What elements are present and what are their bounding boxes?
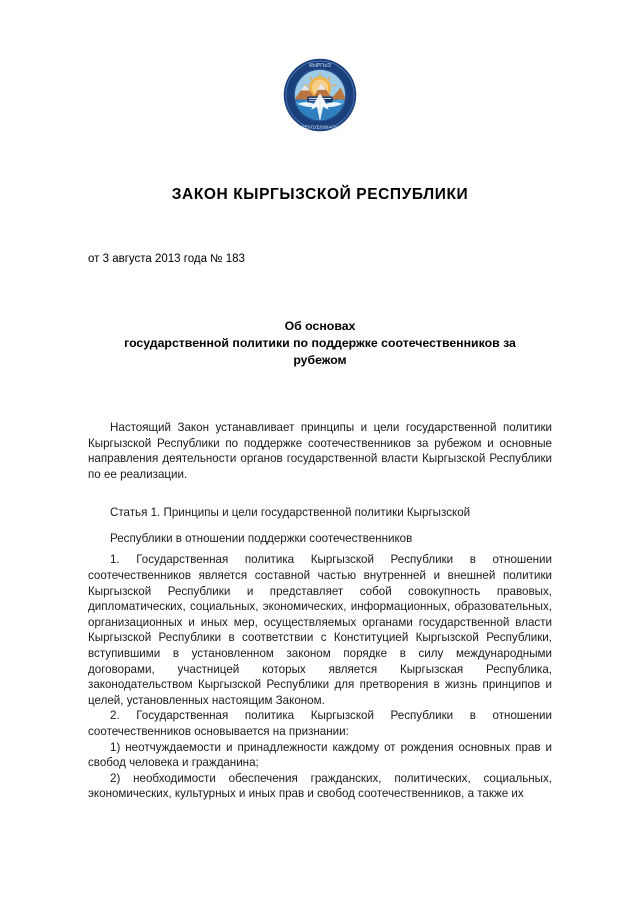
clause-2-paragraph: 2. Государственная политика Кыргызской Республики в отношении соотечественников основывается на признании: bbox=[88, 709, 552, 738]
subtitle-line-1: Об основах bbox=[284, 319, 356, 333]
kyrgyz-republic-state-emblem-icon bbox=[283, 58, 357, 132]
list-item-2: 2) необходимости обеспечения гражданских, политических, социальных, экономических, культурных и иных прав и свобод соотечественников, а также их bbox=[88, 771, 552, 801]
svg-text:РЕСПУБЛИКАСЫ: РЕСПУБЛИКАСЫ bbox=[301, 124, 339, 130]
article-1-heading-line-2: Республики в отношении поддержки соотечественников bbox=[110, 532, 413, 546]
article-1-heading bbox=[88, 500, 552, 552]
document-subtitle bbox=[88, 318, 552, 369]
page-title: ЗАКОН КЫРГЫЗСКОЙ РЕСПУБЛИКИ bbox=[171, 186, 469, 203]
list-item-1: 1) неотчуждаемости и принадлежности каждому от рождения основных прав и свобод человека и гражданина; bbox=[88, 740, 552, 770]
svg-text:КЫРГЫЗ: КЫРГЫЗ bbox=[309, 62, 331, 69]
document-body bbox=[88, 420, 552, 802]
preamble-paragraph: Настоящий Закон устанавливает принципы и цели государственной политики Кыргызской Республики по поддержке соотечественников за рубежом и основные направления деятельности органов государственной власти Кыргызской Республики по ее реализации. bbox=[88, 421, 552, 481]
subtitle-line-3: рубежом bbox=[293, 353, 347, 367]
emblem-container bbox=[0, 58, 640, 132]
article-1-heading-line-1: Статья 1. Принципы и цели государственной политики Кыргызской bbox=[110, 506, 471, 520]
document-date-number: от 3 августа 2013 года № 183 bbox=[88, 253, 245, 265]
clause-1-paragraph: 1. Государственная политика Кыргызской Республики в отношении соотечественников является составной частью внутренней и внешней политики Кыргызской Республики и представляет собой совокупность правовых, дипломатических, социальных, экономических, информационных, образовательных, организационных и иных мер, осуществляемых органами государственной власти Кыргызской Республики в соответствии с Конституцией Кыргызской Республики, вступившими в установленном законом порядке в силу международными договорами, участницей которых является Кыргызская Республика, законодательством Кыргызской Республики для претворения в жизнь принципов и целей, установленных настоящим Законом. bbox=[88, 553, 552, 707]
subtitle-line-2: государственной политики по поддержке соотечественников за bbox=[124, 336, 516, 350]
